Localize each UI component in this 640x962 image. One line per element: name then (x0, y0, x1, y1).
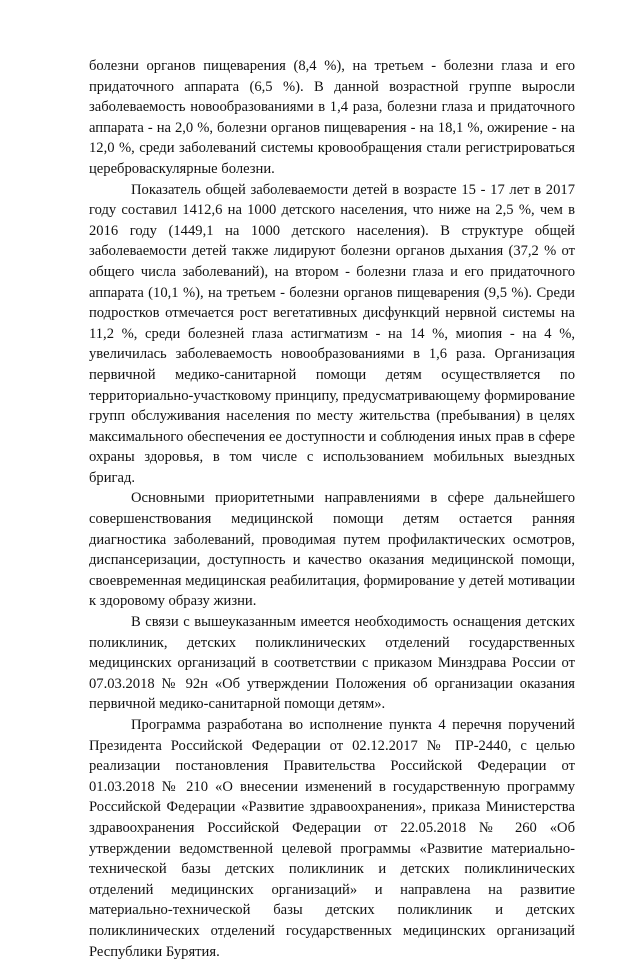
paragraph-digestive-eye-diseases: болезни органов пищеварения (8,4 %), на третьем - болезни глаза и его придаточного аппарата (6,5 %). В данной возрастной группе выросли заболеваемость новообразованиями в 1,4 раза, болезни глаза и придаточного аппарата - на 2,0 %, болезни органов пищеварения - на 18,1 %, ожирение - на 12,0 %, среди заболеваний системы кровообращения стали регистрироваться цереброваскулярные болезни. (89, 58, 575, 177)
document-page (89, 56, 575, 962)
paragraph-program-basis: Программа разработана во исполнение пункта 4 перечня поручений Президента Российской Федерации от 02.12.2017 № ПР-2440, с целью реализации постановления Правительства Российской Федерации от 01.03.2018 № 210 «О внесении изменений в государственную программу Российской Федерации «Развитие здравоохранения», приказа Министерства здравоохранения Российской Федерации от 22.05.2018 № 260 «Об утверждении ведомственной целевой программы «Развитие материально-технической базы детских поликлиник и детских поликлинических отделений медицинских организаций» и направлена на развитие материально-технической базы детских поликлиник и детских поликлинических отделений государственных медицинских организаций Республики Бурятия. (89, 717, 575, 960)
paragraph-morbidity-15-17: Показатель общей заболеваемости детей в возрасте 15 - 17 лет в 2017 году составил 1412,6 на 1000 детского населения, что ниже на 2,5 %, чем в 2016 году (1449,1 на 1000 детского населения). В структуре общей заболеваемости детей также лидируют болезни органов дыхания (37,2 % от общего числа заболеваний), на втором - болезни глаза и его придаточного аппарата (10,1 %), на третьем - болезни органов пищеварения (9,5 %). Среди подростков отмечается рост вегетативных дисфункций нервной системы на 11,2 %, среди болезней глаза астигматизм - на 14 %, миопия - на 4 %, увеличилась заболеваемость новообразованиями в 1,6 раза. Организация первичной медико-санитарной помощи детям осуществляется по территориально-участковому принципу, предусматривающему формирование групп обслуживания населения по месту жительства (пребывания) в целях максимального обеспечения ее доступности и соблюдения иных прав в сфере охраны здоровья, в том числе с использованием мобильных выездных бригад. (89, 181, 575, 486)
paragraph-equipment-necessity: В связи с вышеуказанным имеется необходимость оснащения детских поликлиник, детских поликлинических отделений государственных медицинских организаций в соответствии с приказом Минздрава России от 07.03.2018 № 92н «Об утверждении Положения об организации оказания первичной медико-санитарной помощи детям». (89, 614, 575, 713)
paragraph-priority-directions: Основными приоритетными направлениями в сфере дальнейшего совершенствования медицинской помощи детям остается ранняя диагностика заболеваний, проводимая путем профилактических осмотров, диспансеризации, доступность и качество оказания медицинской помощи, своевременная медицинская реабилитация, формирование у детей мотивации к здоровому образу жизни. (89, 490, 575, 610)
